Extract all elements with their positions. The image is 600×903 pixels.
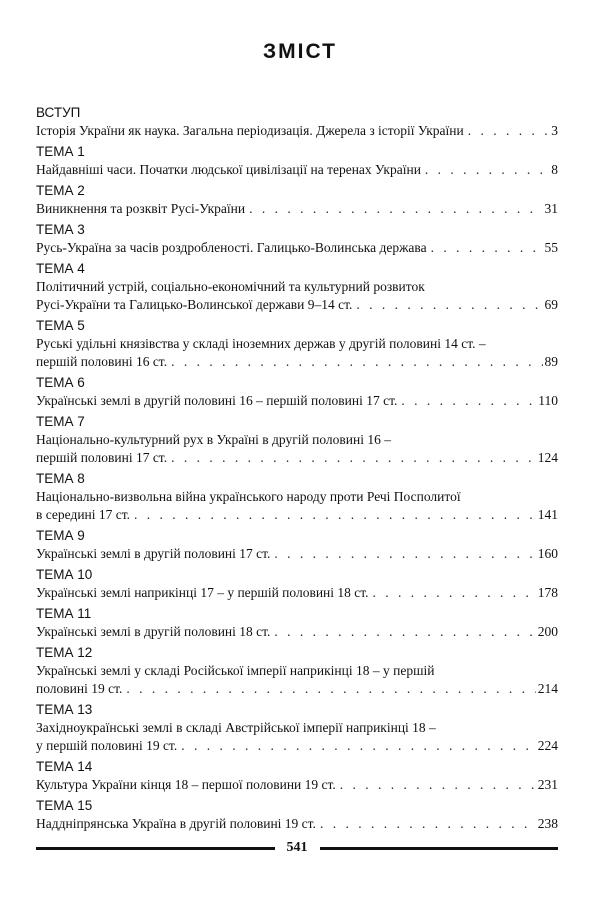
toc-entry-title-line: Русь-Україна за часів роздробленості. Галицько-Волинська держава [36,240,427,255]
page-footer [36,840,558,856]
footer-rule-right [320,847,559,850]
toc-entry-page-number: 141 [537,507,558,522]
toc-entry-heading: ТЕМА 3 [36,222,85,237]
dot-leader [122,680,535,698]
toc-entry-title-line: Культура України кінця 18 – першої половини 19 ст. [36,777,336,792]
toc-entry-heading: ТЕМА 10 [36,567,93,582]
toc-entry [36,317,558,371]
toc-entry [36,221,558,257]
toc-entry-page-number: 55 [544,240,558,255]
page-number: 541 [286,840,308,855]
toc-entry-page-number: 124 [537,450,558,465]
toc-entry-heading: ТЕМА 7 [36,414,85,429]
toc-entry-heading: ТЕМА 11 [36,606,92,621]
toc-entry-page-number: 8 [551,162,558,177]
dot-leader [130,506,536,524]
toc-entry-title-row [36,296,558,314]
dot-leader [369,584,536,602]
toc-entry-title-line: Національно-визвольна війна українського народу проти Речі Посполитої [36,489,461,504]
dot-leader [270,545,535,563]
toc-entry-title-line: Виникнення та розквіт Русі-України [36,201,246,216]
toc-entry-heading: ТЕМА 5 [36,318,85,333]
toc-entry-heading: ТЕМА 4 [36,261,85,276]
toc-entry-title-row [36,392,558,410]
toc-entry [36,413,558,467]
toc-entry-title-row [36,161,558,179]
toc-entry-title-row [36,584,558,602]
toc-entry-title-row [36,545,558,563]
toc-entry-title-line: першій половині 17 ст. [36,450,168,465]
toc-entry [36,374,558,410]
toc-entry [36,644,558,698]
toc-entry-title-row [36,449,558,467]
toc-entry-page-number: 178 [537,585,558,600]
toc-entry-title-line: Західноукраїнські землі в складі Австрійської імперії наприкінці 18 – [36,720,436,735]
toc-entry-heading: ТЕМА 1 [36,144,85,159]
dot-leader [421,161,549,179]
dot-leader [397,392,536,410]
toc-entry-heading: ВСТУП [36,105,81,120]
toc-entry-title-line: у першій половині 19 ст. [36,738,178,753]
toc-entry-title-line: Українські землі в другій половині 18 ст. [36,624,271,639]
toc-entry-title-row [36,200,558,218]
toc-entry-page-number: 160 [537,546,558,561]
toc-entry [36,566,558,602]
toc-entry-page-number: 110 [538,393,558,408]
toc-entry-heading: ТЕМА 13 [36,702,93,717]
dot-leader [464,122,550,140]
toc-entry-title-line: в середині 17 ст. [36,507,131,522]
dot-leader [167,353,542,371]
toc-entry-title-row [36,122,558,140]
table-of-contents [36,104,558,836]
toc-entry-page-number: 200 [537,624,558,639]
toc-entry-title-line: Українські землі в другій половині 16 – першій половині 17 ст. [36,393,398,408]
toc-entry-title-line: Русі-України та Галицько-Волинської держави 9–14 ст. [36,297,353,312]
toc-entry-title-row [36,680,558,698]
toc-entry-page-number: 69 [544,297,558,312]
toc-entry [36,797,558,833]
toc-entry-title-line: Історія України як наука. Загальна періодизація. Джерела з історії України [36,123,464,138]
toc-entry-page-number: 238 [537,816,558,831]
toc-entry-heading: ТЕМА 15 [36,798,93,813]
page-title: ЗМІСТ [263,40,337,63]
toc-entry-heading: ТЕМА 6 [36,375,85,390]
toc-entry-title-line: Національно-культурний рух в Україні в другій половині 16 – [36,432,391,447]
toc-entry-title-row [36,815,558,833]
toc-entry-heading: ТЕМА 9 [36,528,85,543]
toc-entry-title-row [36,623,558,641]
toc-entry [36,143,558,179]
dot-leader [316,815,536,833]
toc-entry [36,758,558,794]
dot-leader [336,776,536,794]
toc-entry-heading: ТЕМА 12 [36,645,93,660]
footer-rule-left [36,847,275,850]
toc-entry-title-line: першій половині 16 ст. [36,354,168,369]
toc-entry-heading: ТЕМА 8 [36,471,85,486]
toc-entry [36,182,558,218]
toc-entry [36,470,558,524]
toc-entry-title-row [36,737,558,755]
dot-leader [270,623,535,641]
toc-entry-title-line: Українські землі в другій половині 17 ст. [36,546,271,561]
toc-entry-page-number: 31 [544,201,558,216]
toc-entry-title-line: Найдавніші часи. Початки людської цивілізації на теренах України [36,162,421,177]
toc-entry-title-line: Українські землі наприкінці 17 – у першій половині 18 ст. [36,585,369,600]
toc-entry [36,605,558,641]
toc-entry-title-line: Руські удільні князівства у складі іноземних держав у другій половині 14 ст. – [36,336,486,351]
toc-entry-title-row [36,506,558,524]
dot-leader [352,296,542,314]
dot-leader [245,200,542,218]
toc-entry-heading: ТЕМА 2 [36,183,85,198]
toc-entry-title-row [36,776,558,794]
toc-entry-page-number: 89 [544,354,558,369]
toc-entry-page-number: 214 [537,681,558,696]
toc-entry [36,260,558,314]
toc-entry-page-number: 224 [537,738,558,753]
toc-entry-title-row [36,353,558,371]
toc-entry [36,527,558,563]
toc-entry-title-line: Українські землі у складі Російської імперії наприкінці 18 – у першій [36,663,435,678]
toc-entry-title-line: Політичний устрій, соціально-економічний та культурний розвиток [36,279,425,294]
toc-entry-page-number: 231 [537,777,558,792]
toc-entry [36,701,558,755]
toc-entry [36,104,558,140]
toc-entry-heading: ТЕМА 14 [36,759,93,774]
dot-leader [177,737,536,755]
toc-entry-title-row [36,239,558,257]
toc-entry-title-line: Наддніпрянська Україна в другій половині 19 ст. [36,816,316,831]
dot-leader [427,239,543,257]
toc-entry-title-line: половині 19 ст. [36,681,123,696]
dot-leader [167,449,536,467]
toc-entry-page-number: 3 [551,123,558,138]
